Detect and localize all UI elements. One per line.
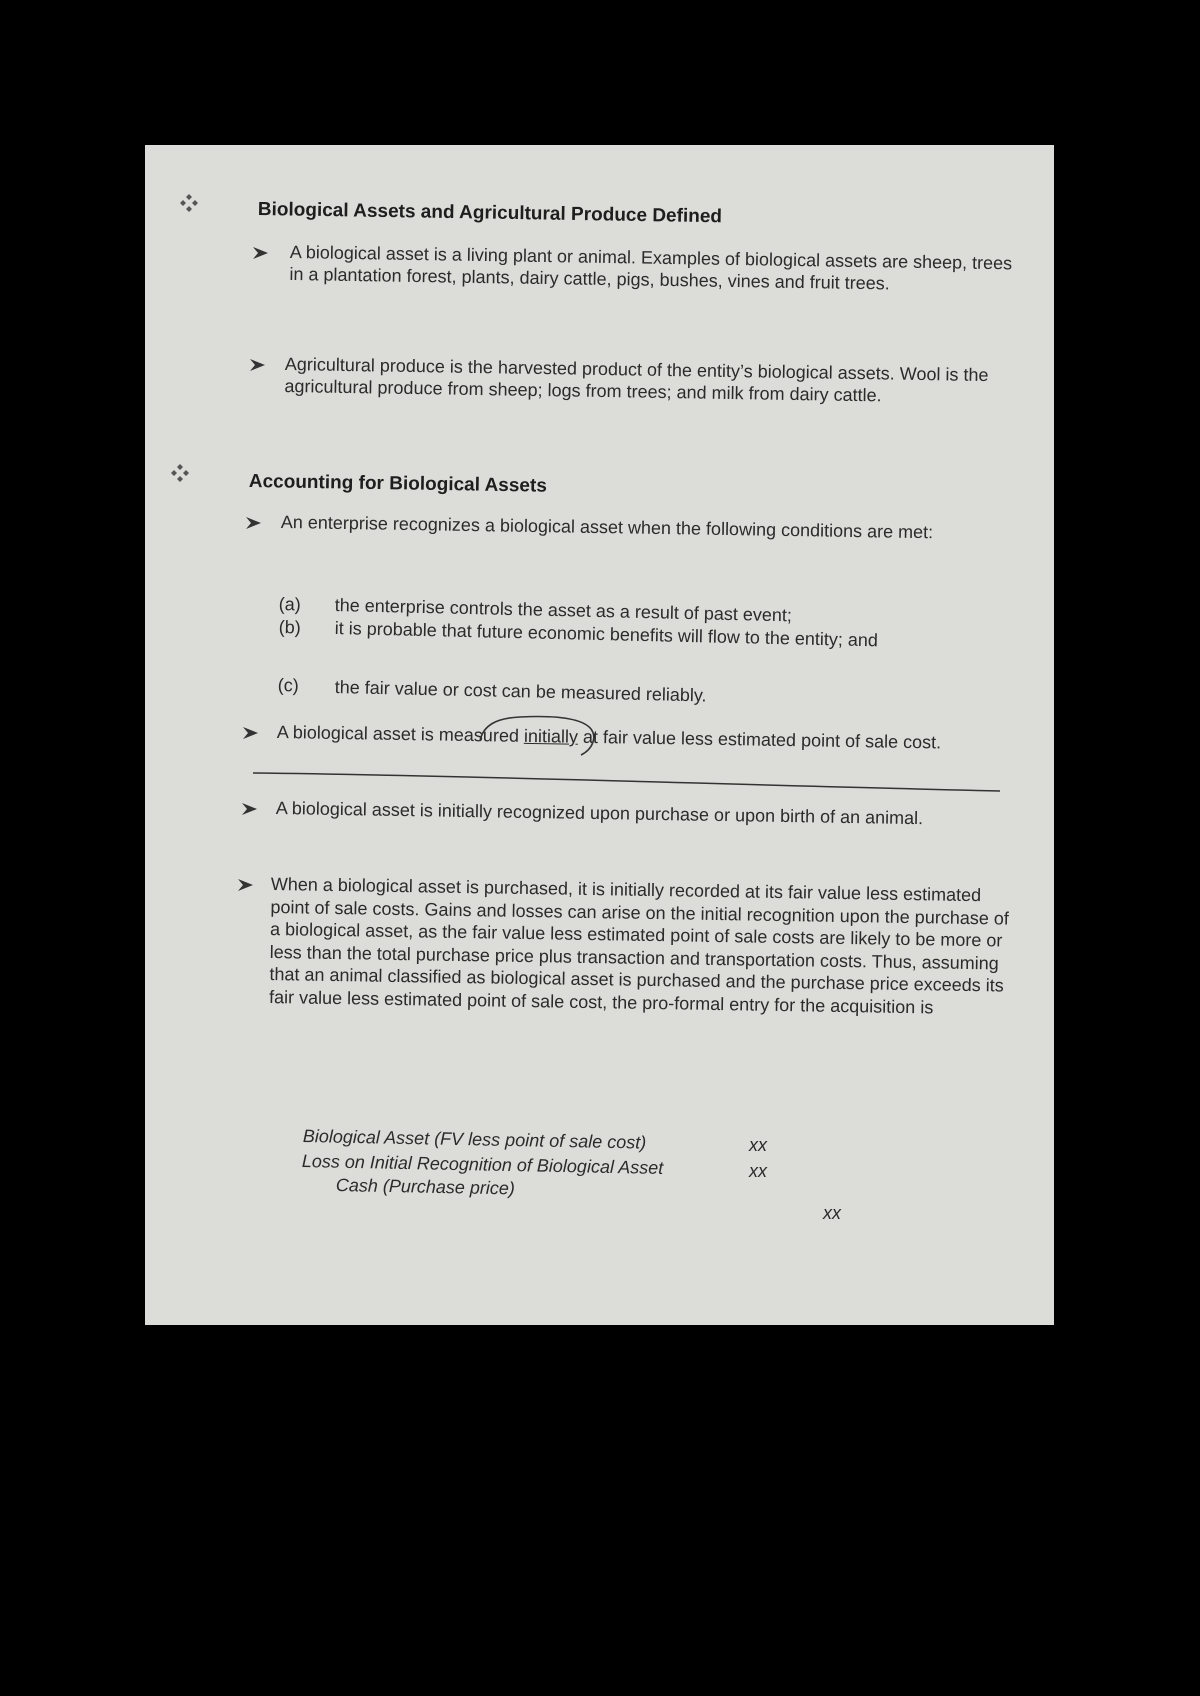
- arrow-bullet-icon: [237, 877, 255, 893]
- condition-text: it is probable that future economic benefits will flow to the entity; and: [334, 618, 879, 651]
- measurement-statement: [277, 721, 1017, 755]
- measurement-text: A biological asset is measured: [276, 721, 525, 746]
- document-page: [145, 145, 1054, 1325]
- journal-debit-amount: xx: [749, 1135, 767, 1155]
- journal-credit-account: Cash (Purchase price): [335, 1175, 516, 1199]
- definition-agricultural-produce: Agricultural produce is the harvested product of the entity’s biological assets. Wool is the agricultural produce from sheep; logs from trees; and milk from dairy cattle.: [284, 353, 989, 406]
- arrow-bullet-icon: [241, 801, 259, 817]
- journal-debit-amount: xx: [749, 1161, 767, 1181]
- arrow-bullet-icon: [242, 725, 260, 741]
- underlined-initially: initially: [523, 725, 579, 747]
- arrow-bullet-icon: [245, 515, 263, 531]
- journal-debit-account: Biological Asset (FV less point of sale cost): [302, 1126, 647, 1153]
- diamond-bullet-icon: [170, 463, 190, 483]
- measurement-text: at fair value less estimated point of sale cost.: [577, 726, 942, 753]
- definition-biological-asset: A biological asset is a living plant or animal. Examples of biological assets are sheep, trees in a plantation forest, plants, dairy cattle, pigs, bushes, vines and fruit trees.: [289, 241, 1013, 294]
- purchase-paragraph: When a biological asset is purchased, it is initially recorded at its fair value less estimated point of sale costs. Gains and losses can arise on the initial recognition upon the purchase of a biological asset, as the fair value less estimated point of sale costs are likely to be more or less than the total purchase price plus transaction and transportation costs. Thus, assuming that an animal classified as biological asset is purchased and the purchase price exceeds its fair value less estimated point of sale cost, the pro-formal entry for the acquisition is: [268, 873, 1009, 1017]
- section-heading: Accounting for Biological Assets: [248, 471, 548, 497]
- journal-credit-amount: xx: [823, 1203, 841, 1223]
- arrow-bullet-icon: [252, 245, 270, 261]
- condition-text: the fair value or cost can be measured reliably.: [334, 677, 707, 706]
- section-heading: Biological Assets and Agricultural Produce Defined: [257, 199, 723, 228]
- initial-recognition-statement: A biological asset is initially recognized upon purchase or upon birth of an animal.: [275, 797, 924, 829]
- arrow-bullet-icon: [249, 357, 267, 373]
- condition-text: the enterprise controls the asset as a result of past event;: [334, 595, 793, 626]
- condition-label: (a): [278, 594, 301, 615]
- condition-label: (c): [277, 675, 299, 696]
- condition-label: (b): [278, 617, 301, 638]
- diamond-bullet-icon: [179, 193, 199, 213]
- journal-debit-account: Loss on Initial Recognition of Biological Asset: [301, 1151, 664, 1178]
- recognition-intro: An enterprise recognizes a biological asset when the following conditions are met:: [280, 511, 934, 543]
